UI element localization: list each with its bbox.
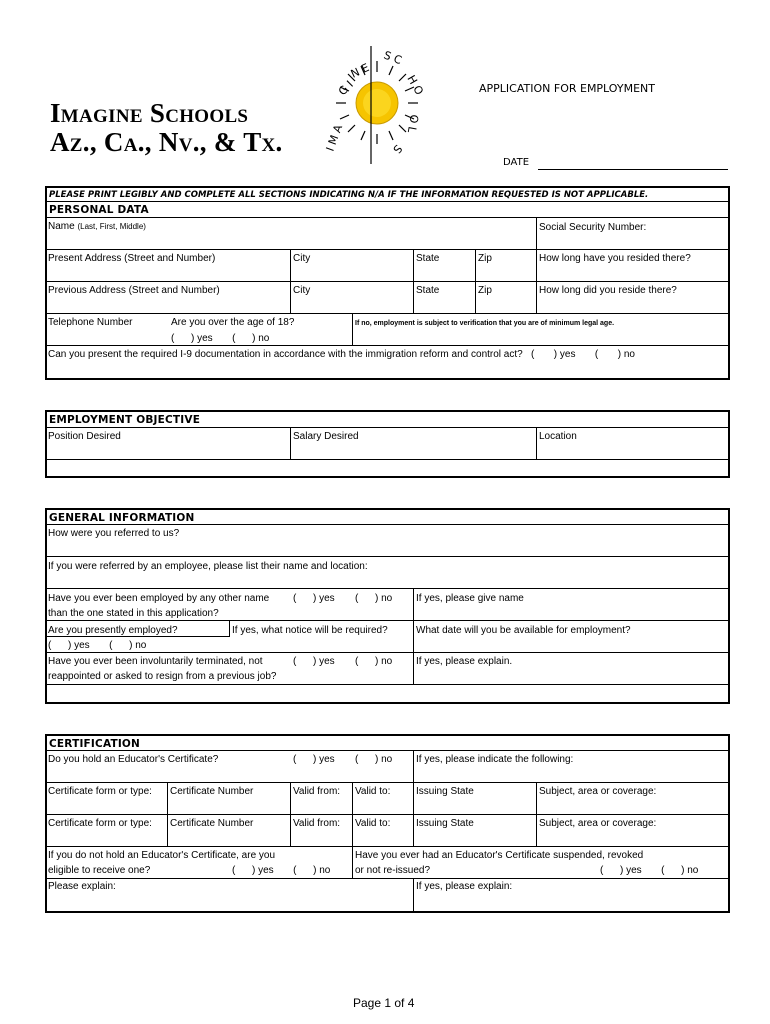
please-explain-field[interactable]: Please explain: xyxy=(48,881,116,892)
position-desired-field[interactable]: Position Desired xyxy=(48,431,121,442)
certification-title: CERTIFICATION xyxy=(49,738,141,750)
other-name-question: Have you ever been employed by any other name xyxy=(48,593,270,604)
svg-text:N E: N E xyxy=(348,61,372,81)
eligible-yes-no[interactable]: ( ) yes ( ) no xyxy=(232,865,331,876)
hold-certificate-question: Do you hold an Educator's Certificate? xyxy=(48,754,219,765)
imagine-schools-logo xyxy=(323,44,427,169)
present-duration-field[interactable]: How long have you resided there? xyxy=(539,253,691,264)
other-name-give-field[interactable]: If yes, please give name xyxy=(416,593,524,604)
referral-employee-field[interactable]: If you were referred by an employee, please list their name and location: xyxy=(48,561,368,572)
present-state-field[interactable]: State xyxy=(416,253,440,264)
age-verification-note: If no, employment is subject to verification that you are of minimum legal age. xyxy=(355,320,615,327)
present-zip-field[interactable]: Zip xyxy=(478,253,492,264)
valid-to-field-2[interactable]: Valid to: xyxy=(355,818,391,829)
terminated-yes[interactable]: ( ) yes xyxy=(293,656,335,667)
issuing-state-field-1[interactable]: Issuing State xyxy=(416,786,474,797)
location-field[interactable]: Location xyxy=(539,431,577,442)
eligible-question: If you do not hold an Educator's Certificate, are you xyxy=(48,850,276,861)
previous-city-field[interactable]: City xyxy=(293,285,311,296)
presently-employed-question: Are you presently employed? xyxy=(48,625,178,636)
svg-text:H O: H O xyxy=(404,73,426,98)
ssn-field[interactable]: Social Security Number: xyxy=(539,222,647,233)
issuing-state-field-2[interactable]: Issuing State xyxy=(416,818,474,829)
employment-objective-title: EMPLOYMENT OBJECTIVE xyxy=(49,414,201,426)
presently-employed-yes-no[interactable]: ( ) yes ( ) no xyxy=(48,640,147,651)
eligible-question-cont: eligible to receive one? xyxy=(48,865,151,876)
other-name-question-cont: than the one stated in this application? xyxy=(48,608,219,619)
other-name-no[interactable]: ( ) no xyxy=(355,593,393,604)
previous-state-field[interactable]: State xyxy=(416,285,440,296)
svg-text:S: S xyxy=(390,142,405,156)
salary-desired-field[interactable]: Salary Desired xyxy=(293,431,359,442)
terminated-question-cont: reappointed or asked to resign from a previous job? xyxy=(48,671,277,682)
availability-date-field[interactable]: What date will you be available for employment? xyxy=(416,625,631,636)
date-field[interactable] xyxy=(538,169,728,170)
valid-to-field-1[interactable]: Valid to: xyxy=(355,786,391,797)
other-name-yes[interactable]: ( ) yes xyxy=(293,593,335,604)
application-title: APPLICATION FOR EMPLOYMENT xyxy=(479,82,655,95)
cert-form-field-2[interactable]: Certificate form or type: xyxy=(48,818,152,829)
svg-text:O L: O L xyxy=(404,113,421,134)
suspended-yes-no[interactable]: ( ) yes ( ) no xyxy=(600,865,699,876)
terminated-question: Have you ever been involuntarily terminated, not xyxy=(48,656,263,667)
hold-certificate-no[interactable]: ( ) no xyxy=(355,754,393,765)
terminated-no[interactable]: ( ) no xyxy=(355,656,393,667)
suspended-question: Have you ever had an Educator's Certificate suspended, revoked xyxy=(355,850,644,861)
general-information-title: GENERAL INFORMATION xyxy=(49,512,195,524)
terminated-explain-field[interactable]: If yes, please explain. xyxy=(416,656,513,667)
date-label: DATE xyxy=(503,157,530,168)
org-name-line2: Az., Ca., Nv., & Tx. xyxy=(50,127,283,157)
i9-question[interactable]: Can you present the required I-9 documentation in accordance with the immigration reform and control act? ( ) yes ( ) no xyxy=(48,349,635,360)
page-number: Page 1 of 4 xyxy=(353,996,415,1010)
present-city-field[interactable]: City xyxy=(293,253,311,264)
hold-certificate-yes[interactable]: ( ) yes xyxy=(293,754,335,765)
cert-number-field-2[interactable]: Certificate Number xyxy=(170,818,254,829)
subject-field-1[interactable]: Subject, area or coverage: xyxy=(539,786,657,797)
if-yes-explain-field[interactable]: If yes, please explain: xyxy=(416,881,513,892)
present-address-field[interactable]: Present Address (Street and Number) xyxy=(48,253,216,264)
previous-address-field[interactable]: Previous Address (Street and Number) xyxy=(48,285,220,296)
personal-data-title: PERSONAL DATA xyxy=(49,204,149,216)
previous-duration-field[interactable]: How long did you reside there? xyxy=(539,285,677,296)
referral-source-field[interactable]: How were you referred to us? xyxy=(48,528,180,539)
telephone-field[interactable]: Telephone Number xyxy=(48,317,133,328)
org-name-line1: Imagine Schools xyxy=(50,98,249,128)
over-18-question: Are you over the age of 18? xyxy=(171,317,295,328)
suspended-question-cont: or not re-issued? xyxy=(355,865,431,876)
name-field[interactable]: Name (Last, First, Middle) xyxy=(48,221,146,232)
valid-from-field-1[interactable]: Valid from: xyxy=(293,786,341,797)
svg-text:S C: S C xyxy=(381,48,404,68)
cert-form-field-1[interactable]: Certificate form or type: xyxy=(48,786,152,797)
valid-from-field-2[interactable]: Valid from: xyxy=(293,818,341,829)
previous-zip-field[interactable]: Zip xyxy=(478,285,492,296)
over-18-yes-no[interactable]: ( ) yes ( ) no xyxy=(171,333,270,344)
cert-number-field-1[interactable]: Certificate Number xyxy=(170,786,254,797)
svg-text:G I: G I xyxy=(335,78,356,99)
subject-field-2[interactable]: Subject, area or coverage: xyxy=(539,818,657,829)
instructions: PLEASE PRINT LEGIBLY AND COMPLETE ALL SECTIONS INDICATING N/A IF THE INFORMATION REQUESTED IS NOT APPLICABLE. xyxy=(49,190,649,200)
indicate-following-label: If yes, please indicate the following: xyxy=(416,754,574,765)
svg-text:I M A: I M A xyxy=(323,122,346,154)
notice-required-field[interactable]: If yes, what notice will be required? xyxy=(232,625,388,636)
